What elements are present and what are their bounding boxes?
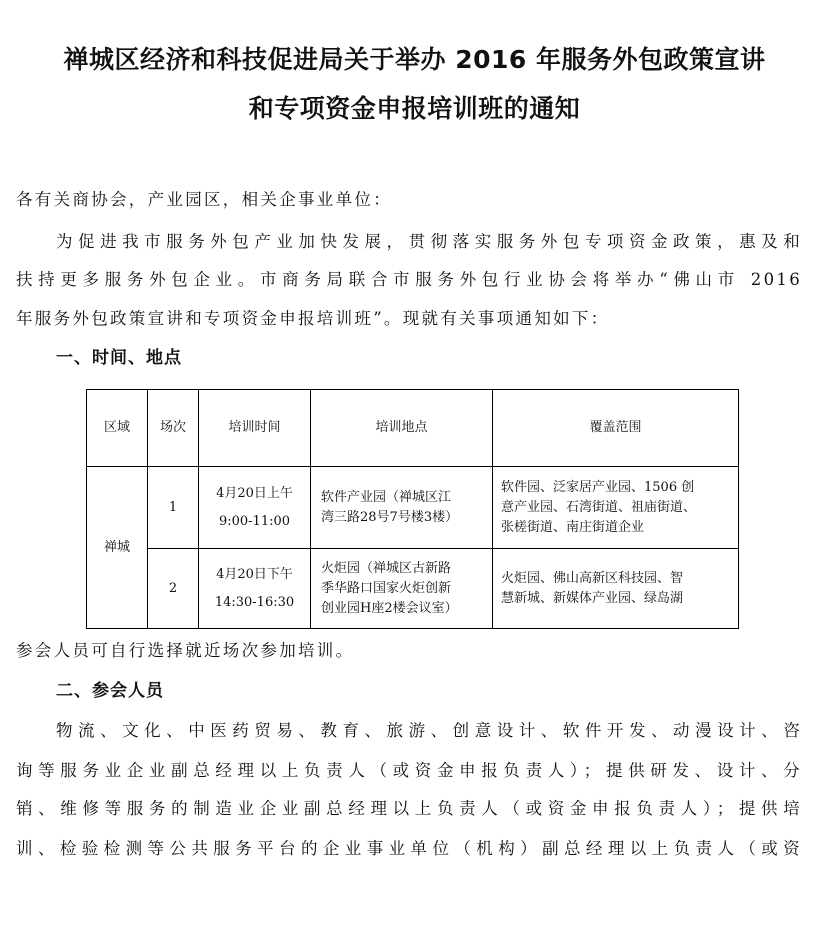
location-line: 季华路口国家火炬创新: [321, 580, 452, 596]
participants-line-3: 销、维修等服务的制造业企业副总经理以上负责人（或资金申报负责人）；提供培: [16, 799, 802, 818]
section-heading-participants: 二、参会人员: [56, 681, 164, 701]
time-date: 4月20日下午: [216, 566, 293, 582]
coverage-line: 火炬园、佛山高新区科技园、智: [501, 570, 684, 586]
table-row: [87, 467, 739, 549]
table-header-row: [87, 390, 739, 467]
time-cell: [199, 549, 311, 629]
location-cell: [311, 467, 493, 549]
header-location: 培训地点: [311, 390, 493, 467]
location-cell: [311, 549, 493, 629]
location-line: 湾三路28号7号楼3楼）: [321, 509, 459, 525]
header-time: 培训时间: [199, 390, 311, 467]
intro-line-2: 扶持更多服务外包企业。市商务局联合市服务外包行业协会将举办“佛山市 2016: [16, 270, 802, 289]
header-region: 区域: [87, 390, 148, 467]
table-row: [87, 549, 739, 629]
title-line-1: 禅城区经济和科技促进局关于举办 2016 年服务外包政策宣讲: [63, 45, 766, 74]
coverage-line: 软件园、泛家居产业园、1506 创: [501, 479, 695, 495]
session-cell: 2: [148, 549, 199, 629]
coverage-line: 慧新城、新媒体产业园、绿岛湖: [501, 590, 684, 606]
time-range: 14:30-16:30: [214, 594, 295, 610]
salutation: 各有关商协会，产业园区，相关企事业单位：: [16, 190, 392, 209]
participants-line-4: 训、检验检测等公共服务平台的企业事业单位（机构）副总经理以上负责人（或资: [16, 839, 802, 858]
coverage-cell: [493, 467, 739, 549]
intro-line-1: 为促进我市服务外包产业加快发展，贯彻落实服务外包专项资金政策，惠及和: [56, 232, 802, 251]
intro-line-3: 年服务外包政策宣讲和专项资金申报培训班”。现就有关事项通知如下：: [16, 309, 610, 328]
participants-line-1: 物流、文化、中医药贸易、教育、旅游、创意设计、软件开发、动漫设计、咨: [56, 721, 802, 740]
time-range: 9:00-11:00: [218, 513, 291, 529]
session-cell: 1: [148, 467, 199, 549]
header-session: 场次: [148, 390, 199, 467]
location-line: 火炬园（禅城区古新路: [321, 560, 452, 576]
time-date: 4月20日上午: [216, 485, 293, 501]
schedule-table: [86, 389, 739, 629]
section-heading-time-location: 一、时间、地点: [56, 348, 182, 368]
coverage-line: 意产业园、石湾街道、祖庙街道、: [501, 499, 697, 515]
time-cell: [199, 467, 311, 549]
coverage-cell: [493, 549, 739, 629]
coverage-line: 张槎街道、南庄街道企业: [501, 519, 645, 535]
region-cell: 禅城: [87, 467, 148, 629]
attendance-note: 参会人员可自行选择就近场次参加培训。: [16, 641, 355, 660]
participants-line-2: 询等服务业企业副总经理以上负责人（或资金申报负责人）；提供研发、设计、分: [16, 761, 802, 780]
location-line: 创业园H座2楼会议室）: [321, 600, 458, 616]
location-line: 软件产业园（禅城区江: [321, 489, 452, 505]
title-line-2: 和专项资金申报培训班的通知: [248, 94, 581, 123]
header-coverage: 覆盖范围: [493, 390, 739, 467]
